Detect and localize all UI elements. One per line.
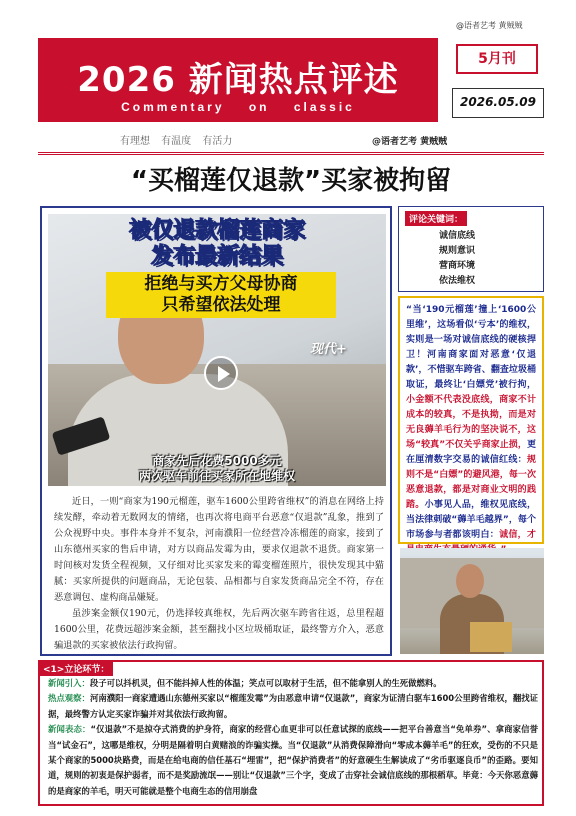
sidebar-part5: 小事见人品，维权见底线，当法律刺破“薅羊毛越界”，每个市场参与者都该明白：: [406, 500, 536, 540]
masthead-subtitle: Commentary on classic: [121, 100, 355, 114]
photo-caption-line1: 被仅退款榴莲商家: [128, 218, 305, 243]
photo-caption-yellow: [106, 272, 336, 318]
sidebar-photo-face: [456, 564, 484, 598]
event-tag: 热点观察：: [48, 693, 90, 704]
signature-top: @语者艺考 黄贼贼: [456, 21, 523, 30]
photo-caption-yellow2: 只希望依法处理: [161, 295, 281, 315]
sidebar-part4: 规则不是“白嫖”的避风港，每一次恶意退款，都是对商业文明的践踏。: [406, 455, 536, 510]
keyword-item: 营商环境: [439, 261, 476, 271]
photo-subtitle-line1: 商家先后花费5000多元: [152, 454, 282, 468]
event-text: 河南濮阳一商家遭遇山东德州买家以“榴莲发霉”为由恶意申请“仅退款”，商家为证清白驱车1600公里跨省维权，翻找证据，最终警方认定买家诈骗并对其依法行政拘留。: [48, 693, 539, 719]
intro-tag: 新闻引入：: [48, 678, 90, 688]
masthead-title: 2026 新闻热点评述: [77, 60, 399, 100]
article-paragraph-2: 虽涉案金额仅190元，仍选择较真维权，先后两次驱车跨省往返，总里程超1600公里，花费远超涉案金额，甚至翻找小区垃圾桶取证，最终警方介入，恶意骗退款的买家被依法行政拘留。: [54, 608, 384, 651]
photo-caption-yellow1: 拒绝与买方父母协商: [144, 274, 298, 294]
issue-date: 2026.05.09: [452, 88, 544, 118]
headline: “买榴莲仅退款”买家被拘留: [130, 166, 452, 196]
photo-subtitle: [48, 454, 386, 484]
play-icon[interactable]: [204, 356, 238, 390]
argument-label: <1>立论环节：: [39, 661, 113, 676]
sidebar-text: [406, 303, 536, 558]
opinion-text: “仅退款”不是掠夺式消费的护身符，商家的经营心血更非可以任意试探的底线——把平台善意当“免单券”、拿商家信誉当“试金石”，这哪是维权，分明是隔着明白黄赌浪的诈骗实操。当“仅退款”从消费保障滑向“零成本薅羊毛”的狂欢，受伤的不只是某个商家的5000块路费，而是在给电商的信任基石“埋雷”，把“保护消费者”的好意硬生生解读成了“劣币驱逐良币”的歪路。要知道，规则的初衷是保护弱者，而不是奖励流氓——别让“仅退款”三个字，变成了击穿社会诚信底线的那根稻草。毕竟：今天你恶意薅的是商家的羊毛，明天可能就是整个电商生态的信用崩盘: [48, 724, 539, 796]
opinion-tag: 新闻表态：: [48, 724, 91, 735]
photo-caption-line2: 发布最新结果: [150, 244, 283, 269]
main-article-box: [40, 206, 392, 656]
masthead-banner: [38, 38, 438, 122]
news-video-thumbnail[interactable]: [48, 214, 386, 486]
header-divider: [38, 152, 544, 155]
keywords-list: [439, 229, 475, 289]
sidebar-part2: 小金额不代表没底线，商家不计成本的较真，不是执拗，而是对无良薅羊毛行为的坚决说不，这场“较真”不仅关乎商家止损，: [406, 395, 536, 450]
sidebar-part3: 更在厘清数字交易的诚信红线：: [406, 440, 536, 465]
sidebar-photo: [400, 548, 544, 654]
intro-text: 段子可以抖机灵，但不能抖掉人性的体温；笑点可以取材于生活，但不能拿别人的生死做燃料。: [89, 678, 442, 688]
argument-section: [38, 660, 544, 806]
keyword-item: 规则意识: [439, 246, 476, 256]
article-body: [54, 494, 384, 654]
keyword-item: 依法维权: [439, 276, 476, 286]
sidebar-part6: 诚信，才: [499, 530, 536, 540]
keyword-item: 诚信底线: [439, 231, 476, 241]
keywords-label: 评论关键词：: [405, 211, 467, 226]
article-paragraph-1: 近日，一则“商家为190元榴莲，驱车1600公里跨省维权”的消息在网络上持续发酵，牵动着无数网友的情绪，也再次将电商平台恶意“仅退款”乱象，推到了公众视野中央。事件本身并不复杂，河南濮阳一位经营冷冻榴莲的商家，接到了山东德州买家的售后申请，对方以商品发霉为由，要求仅退款不退货。商家第一时间核对发货全程视频，又仔细对比买家发来的霉变榴莲照片，很快发现其中猫腻：买家所提供的问题商品，无论包装、品相都与自家发货商品完全不符，存在恶意调包、虚构商品嫌疑。: [54, 496, 384, 603]
keywords-box: [398, 206, 544, 292]
signature-mid: @语者艺考 黄贼贼: [372, 137, 448, 147]
photo-brand-watermark: 现代+: [310, 342, 347, 357]
argument-body: [48, 676, 538, 799]
photo-subtitle-line2: 两次驱车前往买家所在地维权: [138, 469, 295, 483]
issue-month: 5月刊: [456, 44, 538, 74]
sidebar-photo-parcel: [470, 622, 512, 652]
photo-caption-main: [48, 218, 386, 270]
sidebar-commentary: [398, 296, 544, 544]
sidebar-part1: “当‘190元榴莲’撞上‘1600公里维’，这场看似‘亏本’的维权，实则是一场对诚信底线的硬核捍卫！河南商家面对恶意‘仅退款’，不惜驱车跨省、翻查垃圾桶取证，最终让‘白嫖党’被行拘，: [406, 305, 536, 390]
slogans: 有理想 有温度 有活力: [120, 136, 233, 147]
